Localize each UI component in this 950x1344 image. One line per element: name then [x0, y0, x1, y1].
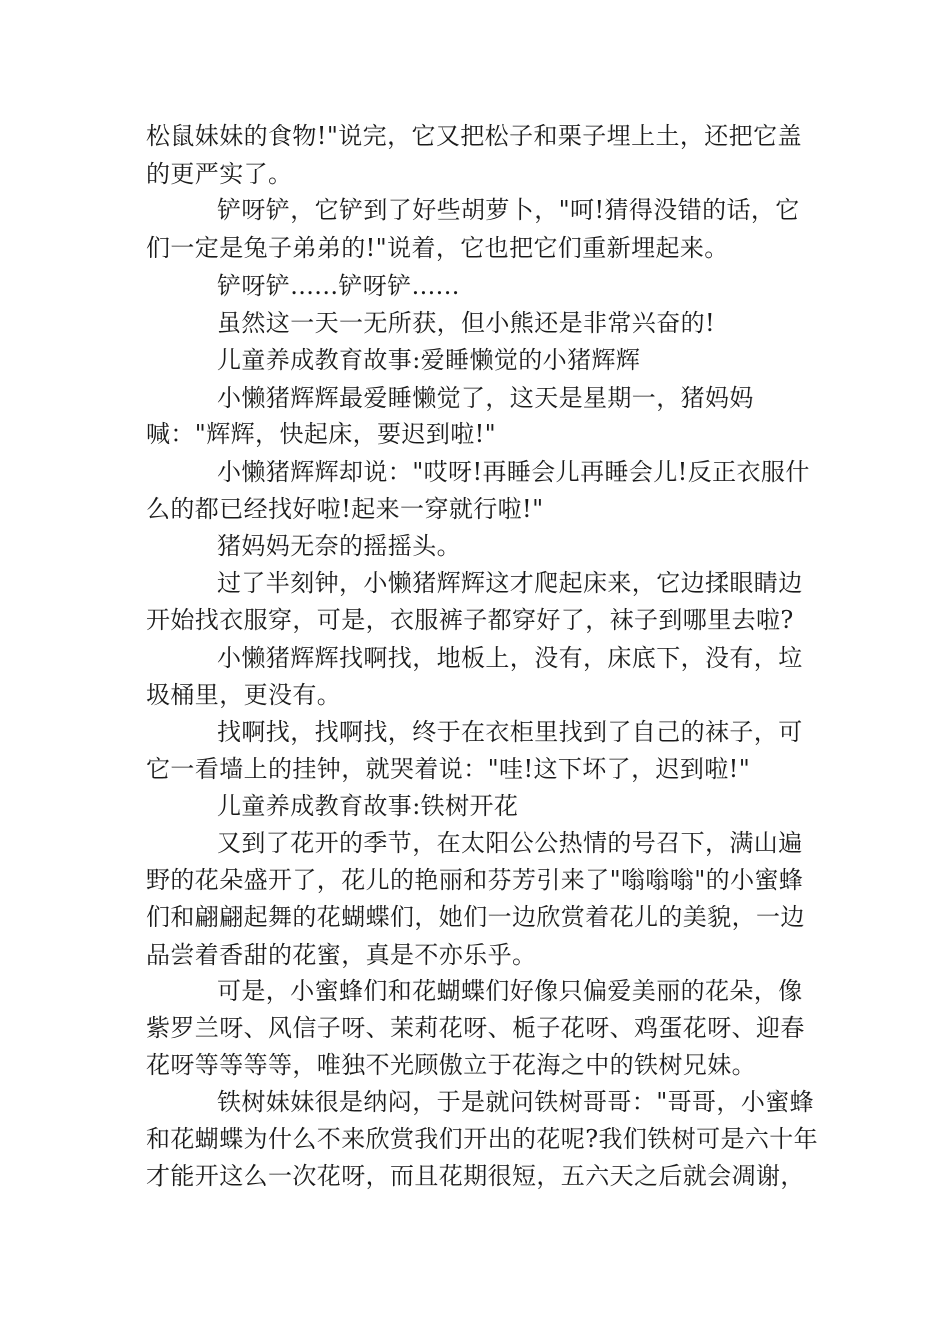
text-line: 野的花朵盛开了，花儿的艳丽和芬芳引来了"嗡嗡嗡"的小蜜蜂 — [146, 866, 804, 894]
text-line: 品尝着香甜的花蜜，真是不亦乐乎。 — [146, 941, 537, 969]
text-line: 花呀等等等等，唯独不光顾傲立于花海之中的铁树兄妹。 — [146, 1051, 756, 1079]
text-line: 们和翩翩起舞的花蝴蝶们，她们一边欣赏着花儿的美貌，一边 — [146, 903, 805, 931]
text-line: 喊："辉辉，快起床，要迟到啦!" — [146, 420, 497, 448]
text-line: 猪妈妈无奈的摇摇头。 — [217, 532, 461, 560]
section-heading: 儿童养成教育故事:铁树开花 — [217, 792, 519, 820]
text-line: 铲呀铲......铲呀铲...... — [217, 272, 460, 300]
text-line: 它一看墙上的挂钟，就哭着说："哇!这下坏了，迟到啦!" — [146, 755, 751, 783]
text-line: 和花蝴蝶为什么不来欣赏我们开出的花呢?我们铁树可是六十年 — [146, 1125, 819, 1153]
text-line: 的更严实了。 — [146, 160, 293, 188]
text-line: 虽然这一天一无所获，但小熊还是非常兴奋的! — [217, 309, 716, 337]
section-heading: 儿童养成教育故事:爱睡懒觉的小猪辉辉 — [217, 346, 641, 374]
text-line: 圾桶里，更没有。 — [146, 681, 342, 709]
text-line: 么的都已经找好啦!起来一穿就行啦!" — [146, 495, 544, 523]
text-line: 铁树妹妹很是纳闷，于是就问铁树哥哥："哥哥，小蜜蜂 — [217, 1088, 815, 1116]
text-line: 又到了花开的季节，在太阳公公热情的号召下，满山遍 — [217, 829, 803, 857]
text-line: 铲呀铲，它铲到了好些胡萝卜，"呵!猜得没错的话，它 — [217, 196, 800, 224]
text-line: 小懒猪辉辉最爱睡懒觉了，这天是星期一，猪妈妈 — [217, 384, 754, 412]
text-line: 紫罗兰呀、风信子呀、茉莉花呀、栀子花呀、鸡蛋花呀、迎春 — [146, 1014, 805, 1042]
text-line: 开始找衣服穿，可是，衣服裤子都穿好了，袜子到哪里去啦? — [146, 606, 794, 634]
text-line: 找啊找，找啊找，终于在衣柜里找到了自己的袜子，可 — [217, 718, 803, 746]
text-line: 才能开这么一次花呀，而且花期很短，五六天之后就会凋谢， — [146, 1162, 805, 1190]
text-line: 过了半刻钟，小懒猪辉辉这才爬起床来，它边揉眼睛边 — [217, 569, 803, 597]
text-line: 们一定是兔子弟弟的!"说着，它也把它们重新埋起来。 — [146, 234, 729, 262]
text-line: 小懒猪辉辉却说："哎呀!再睡会儿再睡会儿!反正衣服什 — [217, 458, 810, 486]
text-line: 可是，小蜜蜂们和花蝴蝶们好像只偏爱美丽的花朵，像 — [217, 977, 803, 1005]
text-line: 松鼠妹妹的食物!"说完，它又把松子和栗子埋上土，还把它盖 — [146, 122, 802, 150]
text-line: 小懒猪辉辉找啊找，地板上，没有，床底下，没有，垃 — [217, 644, 803, 672]
